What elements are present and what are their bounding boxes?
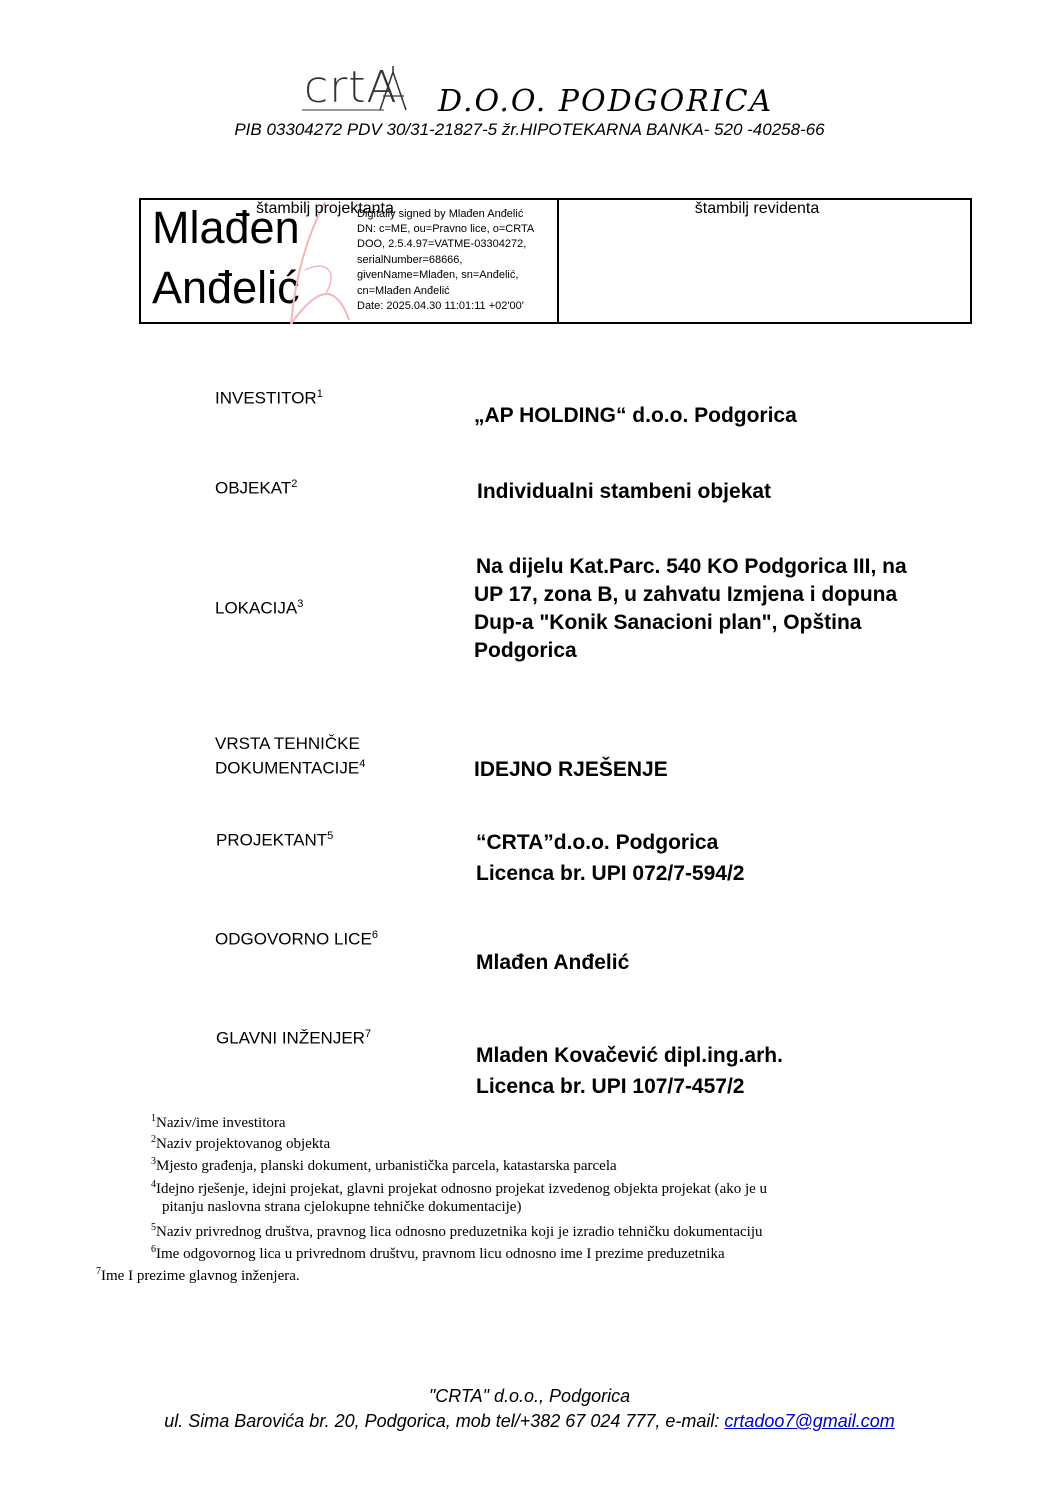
projektant-label: PROJEKTANT$^5$	[216, 830, 334, 850]
objekat-label: OBJEKAT$^2$	[215, 478, 298, 498]
lokacija-line: Podgorica	[474, 639, 577, 662]
lokacija-line: Dup-a "Konik Sanacioni plan", Opština	[474, 611, 862, 634]
projektant-licence: Licenca br. UPI 072/7-594/2	[476, 862, 745, 885]
glavni-inzenjer-licence: Licenca br. UPI 107/7-457/2	[476, 1075, 745, 1098]
odgovorno-lice-value: Mlađen Anđelić	[476, 951, 630, 974]
glavni-inzenjer-label: GLAVNI INŽENJER$^7$	[216, 1028, 372, 1048]
signer-first-name: Mlađen	[152, 202, 300, 253]
signature-line: DOO, 2.5.4.97=VATME-03304272,	[357, 238, 527, 250]
vrsta-label-line-2: DOKUMENTACIJE$^4$	[215, 758, 366, 778]
footnote: $^7$Ime I prezime glavnog inženjera.	[96, 1266, 300, 1284]
footnote: $^6$Ime odgovornog lica u privrednom društvu, pravnom licu odnosno ime I prezime preduzetnika	[151, 1244, 725, 1262]
signature-mark-icon	[285, 200, 355, 328]
signer-last-name: Anđelić	[152, 262, 300, 313]
footer-email-link[interactable]: crtadoo7@gmail.com	[724, 1411, 895, 1431]
footnote: $^1$Naziv/ime investitora	[151, 1113, 286, 1131]
vrsta-value: IDEJNO RJEŠENJE	[474, 758, 668, 781]
lokacija-label: LOKACIJA$^3$	[215, 598, 304, 618]
footer-company: "CRTA" d.o.o., Podgorica	[428, 1386, 631, 1406]
footnote: $^2$Naziv projektovanog objekta	[151, 1134, 331, 1152]
lokacija-line: Na dijelu Kat.Parc. 540 KO Podgorica III, na	[476, 555, 907, 578]
footnote-continuation: pitanju naslovna strana cjelokupne tehničke dokumentacije)	[162, 1199, 522, 1215]
signature-line: Digitally signed by Mlađen Anđelić	[357, 208, 524, 220]
stamp-revidenta-label: štambilj revidenta	[694, 200, 820, 217]
signature-line: cn=Mlađen Anđelić	[357, 285, 450, 297]
signature-line: givenName=Mlađen, sn=Anđelić,	[357, 269, 519, 281]
glavni-inzenjer-name: Mladen Kovačević dipl.ing.arh.	[476, 1044, 783, 1067]
footer-address: ul. Sima Barovića br. 20, Podgorica, mob tel/+382 67 024 777, e-mail: crtadoo7@gmail.com	[164, 1411, 895, 1431]
investitor-value: „AP HOLDING“ d.o.o. Podgorica	[474, 404, 797, 427]
footnote: $^3$Mjesto građenja, planski dokument, urbanistička parcela, katastarska parcela	[151, 1156, 617, 1174]
projektant-name: “CRTA”d.o.o. Podgorica	[476, 831, 719, 854]
signature-line: serialNumber=68666,	[357, 254, 463, 266]
signature-line: Date: 2025.04.30 11:01:11 +02'00'	[357, 300, 524, 312]
footnote: $^5$Naziv privrednog društva, pravnog lica odnosno preduzetnika koji je izradio tehničku dokumentaciju	[151, 1222, 763, 1240]
stamp-projektanta-label: štambilj projektanta	[256, 200, 394, 217]
company-name: D.O.O. PODGORICA	[438, 84, 774, 119]
vrsta-label-line-1: VRSTA TEHNIČKE	[215, 734, 360, 753]
odgovorno-lice-label: ODGOVORNO LICE$^6$	[215, 929, 378, 949]
investitor-label: INVESTITOR$^1$	[215, 388, 323, 408]
objekat-value: Individualni stambeni objekat	[477, 480, 772, 503]
logo-text: crtA	[304, 62, 398, 113]
footnote: $^4$Idejno rješenje, idejni projekat, glavni projekat odnosno projekat izvedenog objekta projekat (ako je u	[151, 1179, 768, 1197]
company-ids: PIB 03304272 PDV 30/31-21827-5 žr.HIPOTEKARNA BANKA- 520 -40258-66	[234, 120, 825, 139]
lokacija-line: UP 17, zona B, u zahvatu Izmjena i dopuna	[474, 583, 898, 606]
signature-line: DN: c=ME, ou=Pravno lice, o=CRTA	[357, 223, 535, 235]
